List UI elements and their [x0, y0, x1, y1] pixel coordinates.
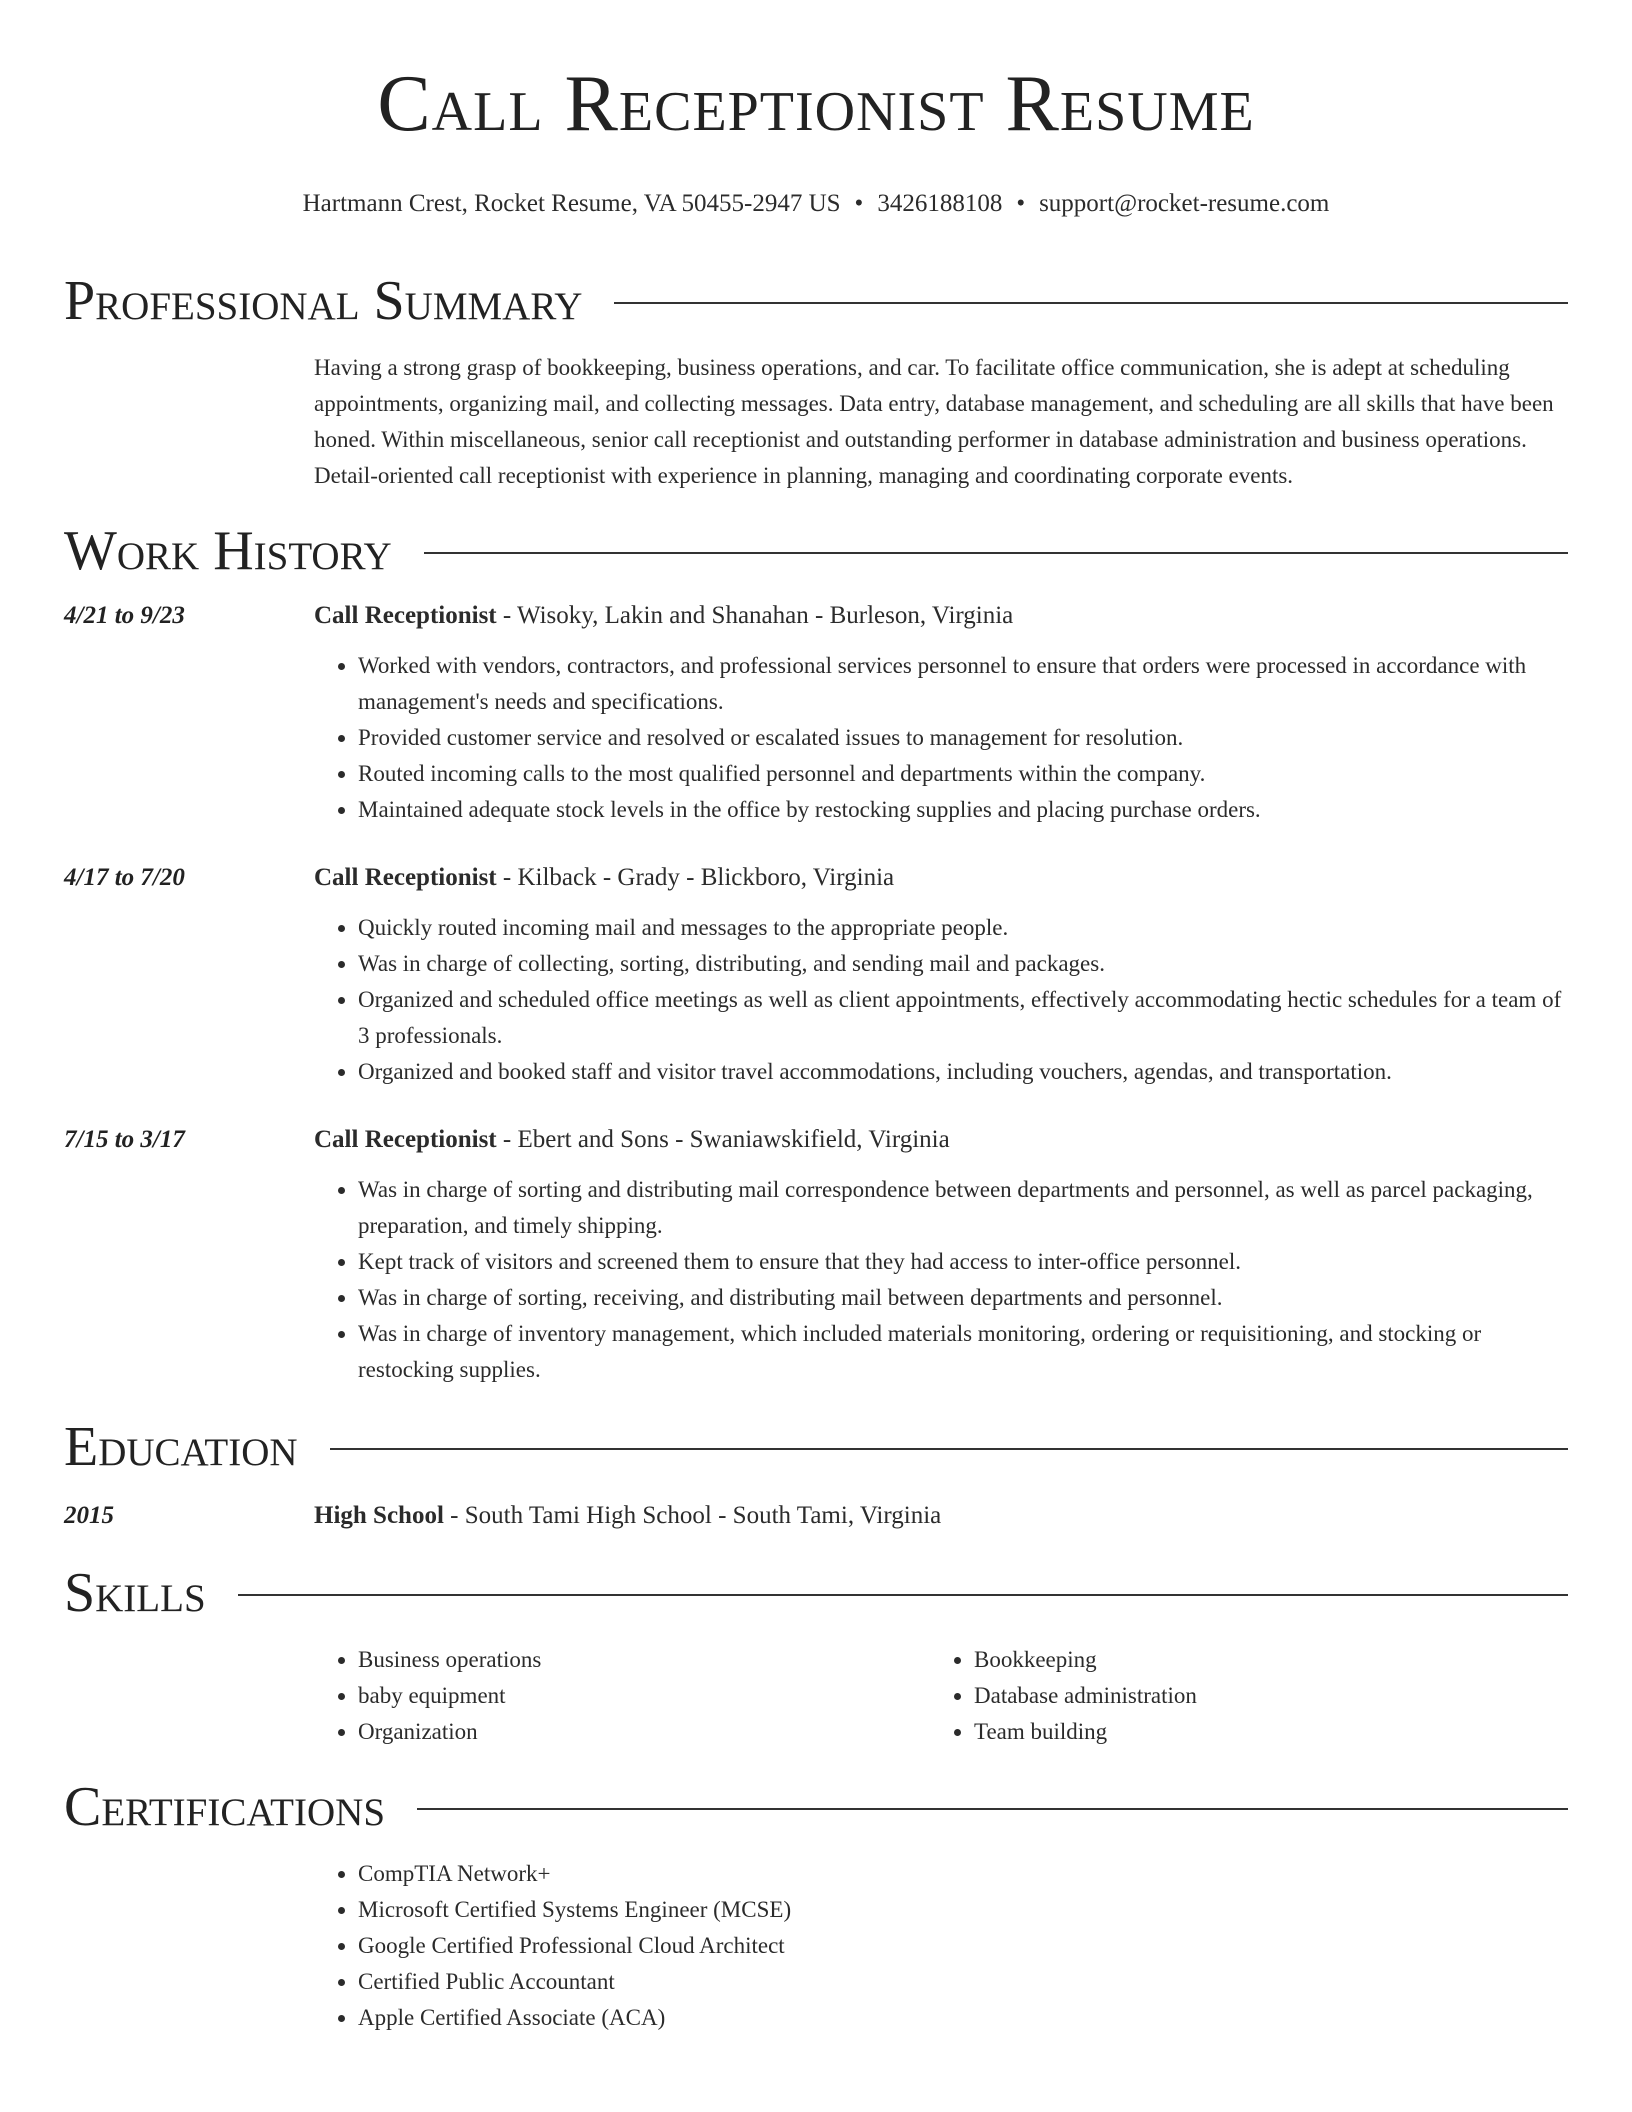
work-heading: Work History	[64, 520, 392, 582]
job-title-line	[314, 598, 1013, 634]
education-degree: High School	[314, 1502, 444, 1529]
section-divider	[614, 302, 1568, 304]
education-heading: Education	[64, 1416, 298, 1478]
section-divider	[417, 1808, 1568, 1810]
contact-separator: •	[1016, 190, 1026, 217]
list-item: • Was in charge of sorting and distributing mail correspondence between departments and personnel, as well as parcel packaging, preparation, and timely shipping.	[358, 1172, 1568, 1244]
skill-item: • Business operations	[358, 1642, 930, 1678]
job-entry	[64, 1122, 1568, 1388]
job-details: - Wisoky, Lakin and Shanahan - Burleson, Virginia	[496, 602, 1014, 629]
job-title-line	[314, 860, 894, 896]
page-title: Call Receptionist Resume	[377, 60, 1255, 148]
job-dates: 4/21 to 9/23	[64, 602, 185, 629]
section-divider	[424, 552, 1568, 554]
skills-heading: Skills	[64, 1562, 206, 1624]
list-item: • Provided customer service and resolved or escalated issues to management for resolution.	[358, 720, 1568, 756]
section-divider	[330, 1448, 1568, 1450]
job-title-line	[314, 1122, 950, 1158]
contact-phone: 3426188108	[877, 190, 1003, 217]
work-section-header	[64, 518, 1568, 584]
job-header	[64, 1122, 1568, 1158]
certification-item: • Google Certified Professional Cloud Architect	[358, 1928, 1568, 1964]
job-duties	[314, 1172, 1568, 1388]
education-entry	[64, 1498, 1568, 1534]
education-year: 2015	[64, 1502, 114, 1529]
list-item: • Organized and booked staff and visitor travel accommodations, including vouchers, agendas, and transportation.	[358, 1054, 1568, 1090]
job-duties	[314, 648, 1568, 828]
job-role: Call Receptionist	[314, 1126, 497, 1153]
certifications-heading: Certifications	[64, 1776, 386, 1838]
skill-item: • baby equipment	[358, 1678, 930, 1714]
certification-item: • Apple Certified Associate (ACA)	[358, 2000, 1568, 2036]
certification-item: • CompTIA Network+	[358, 1856, 1568, 1892]
list-item: • Was in charge of collecting, sorting, distributing, and sending mail and packages.	[358, 946, 1568, 982]
list-item: • Quickly routed incoming mail and messages to the appropriate people.	[358, 910, 1568, 946]
skills-section-header	[64, 1560, 1568, 1626]
job-dates: 7/15 to 3/17	[64, 1126, 185, 1153]
list-item: • Was in charge of sorting, receiving, and distributing mail between departments and personnel.	[358, 1280, 1568, 1316]
list-item: • Worked with vendors, contractors, and professional services personnel to ensure that orders were processed in accordance with management's needs and specifications.	[358, 648, 1568, 720]
job-role: Call Receptionist	[314, 864, 497, 891]
certification-item: • Certified Public Accountant	[358, 1964, 1568, 2000]
contact-address: Hartmann Crest, Rocket Resume, VA 50455-2947 US	[302, 190, 841, 217]
list-item: • Kept track of visitors and screened them to ensure that they had access to inter-office personnel.	[358, 1244, 1568, 1280]
certifications-section-header	[64, 1774, 1568, 1840]
job-header	[64, 860, 1568, 896]
list-item: • Was in charge of inventory management, which included materials monitoring, ordering or requisitioning, and stocking or restocking supplies.	[358, 1316, 1568, 1388]
job-entry	[64, 860, 1568, 1090]
contact-separator: •	[854, 190, 864, 217]
skills-grid	[314, 1642, 1568, 1750]
job-role: Call Receptionist	[314, 602, 497, 629]
job-entry	[64, 598, 1568, 828]
job-dates: 4/17 to 7/20	[64, 864, 185, 891]
skill-item: • Database administration	[974, 1678, 1546, 1714]
certifications-list	[314, 1856, 1568, 2036]
section-divider	[238, 1594, 1568, 1596]
list-item: • Maintained adequate stock levels in the office by restocking supplies and placing purchase orders.	[358, 792, 1568, 828]
work-list	[64, 598, 1568, 1388]
skill-item: • Team building	[974, 1714, 1546, 1750]
skill-item: • Bookkeeping	[974, 1642, 1546, 1678]
job-details: - Kilback - Grady - Blickboro, Virginia	[496, 864, 895, 891]
education-title-line	[314, 1498, 941, 1534]
skills-column-left	[314, 1642, 930, 1750]
education-section-header	[64, 1414, 1568, 1480]
summary-heading: Professional Summary	[64, 270, 583, 332]
contact-line	[64, 188, 1568, 220]
education-details: - South Tami High School - South Tami, Virginia	[443, 1502, 942, 1529]
skill-item: • Organization	[358, 1714, 930, 1750]
contact-email: support@rocket-resume.com	[1039, 190, 1330, 217]
summary-section-header	[64, 268, 1568, 334]
job-duties	[314, 910, 1568, 1090]
list-item: • Organized and scheduled office meetings as well as client appointments, effectively accommodating hectic schedules for a team of 3 professionals.	[358, 982, 1568, 1054]
summary-text: Having a strong grasp of bookkeeping, business operations, and car. To facilitate office communication, she is adept at scheduling appointments, organizing mail, and collecting messages. Data entry, database management, and scheduling are all skills that have been honed. Within miscellaneous, senior call receptionist and outstanding performer in database administration and business operations. Detail-oriented call receptionist with experience in planning, managing and coordinating corporate events.	[314, 355, 1554, 488]
job-header	[64, 598, 1568, 634]
skills-column-right	[930, 1642, 1546, 1750]
list-item: • Routed incoming calls to the most qualified personnel and departments within the company.	[358, 756, 1568, 792]
certification-item: • Microsoft Certified Systems Engineer (MCSE)	[358, 1892, 1568, 1928]
job-details: - Ebert and Sons - Swaniawskifield, Virginia	[496, 1126, 950, 1153]
